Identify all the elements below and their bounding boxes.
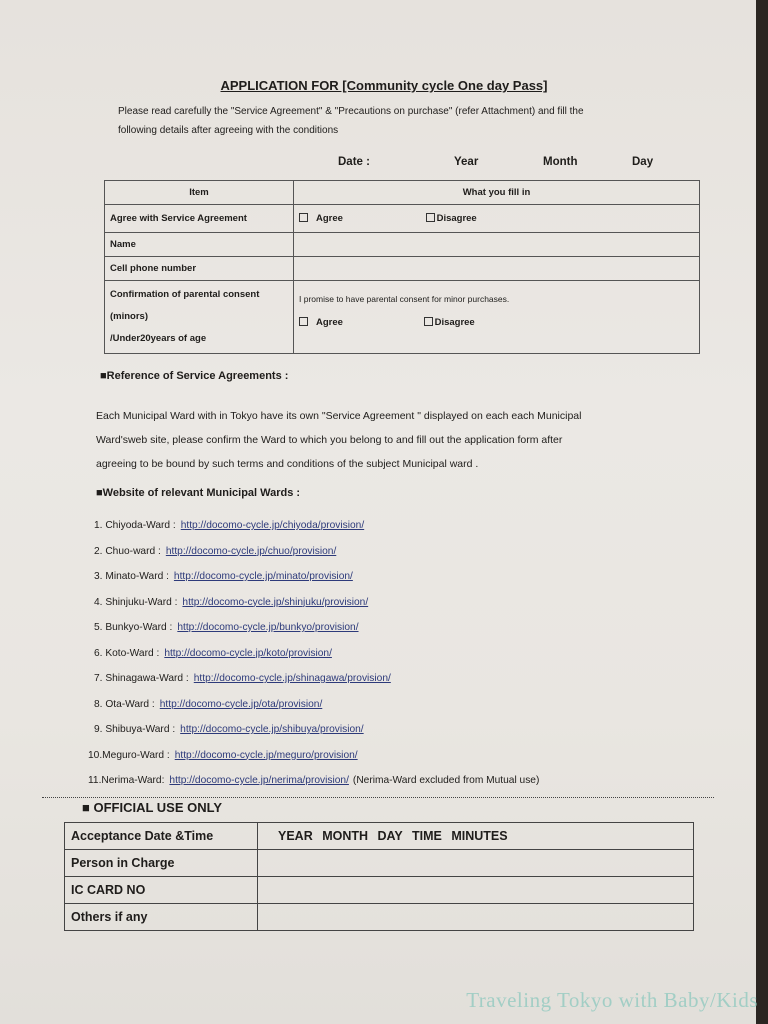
ward-link[interactable]: http://docomo-cycle.jp/shibuya/provision/ bbox=[180, 724, 364, 735]
official-row-label: Others if any bbox=[65, 904, 258, 931]
disagree-checkbox[interactable] bbox=[426, 213, 435, 222]
parental-label bbox=[105, 281, 294, 354]
name-label: Name bbox=[105, 233, 294, 257]
ward-label: 7. Shinagawa-Ward : bbox=[94, 673, 189, 684]
official-row-value[interactable]: YEAR MONTH DAY TIME MINUTES bbox=[258, 823, 694, 850]
ward-note: (Nerima-Ward excluded from Mutual use) bbox=[352, 775, 540, 786]
ward-label: 11.Nerima-Ward: bbox=[88, 775, 165, 786]
ward-item bbox=[88, 750, 539, 776]
ward-link[interactable]: http://docomo-cycle.jp/minato/provision/ bbox=[173, 571, 353, 582]
ward-label: 9. Shibuya-Ward : bbox=[94, 724, 176, 735]
parental-agree-checkbox[interactable] bbox=[299, 317, 308, 326]
dotted-divider bbox=[42, 797, 714, 798]
ward-link[interactable]: http://docomo-cycle.jp/koto/provision/ bbox=[164, 647, 332, 659]
ward-link[interactable]: http://docomo-cycle.jp/shinagawa/provision/ bbox=[193, 673, 391, 684]
ward-item bbox=[88, 546, 539, 572]
ward-label: 5. Bunkyo-Ward : bbox=[94, 622, 173, 633]
ward-link[interactable]: http://docomo-cycle.jp/ota/provision/ bbox=[159, 698, 323, 710]
header-fill: What you fill in bbox=[294, 181, 700, 205]
website-heading: ■Website of relevant Municipal Wards : bbox=[96, 487, 301, 499]
official-row-label: Person in Charge bbox=[65, 850, 258, 877]
ward-item bbox=[88, 648, 539, 674]
ward-label: 4. Shinjuku-Ward : bbox=[94, 596, 178, 608]
ward-link[interactable]: http://docomo-cycle.jp/meguro/provision/ bbox=[174, 749, 358, 761]
reference-heading: ■Reference of Service Agreements : bbox=[100, 370, 289, 382]
ward-label: 10.Meguro-Ward : bbox=[88, 749, 170, 761]
parental-disagree-option: Disagree bbox=[434, 317, 475, 328]
parental-label-line-3: /Under20years of age bbox=[110, 333, 207, 344]
ward-item bbox=[88, 520, 539, 546]
ward-item bbox=[88, 571, 539, 597]
disagree-option: Disagree bbox=[436, 213, 477, 224]
day-label: Day bbox=[632, 156, 654, 168]
ward-label: 1. Chiyoda-Ward : bbox=[94, 520, 176, 531]
parental-label-line-2: (minors) bbox=[110, 311, 148, 322]
ward-item bbox=[88, 673, 539, 699]
parental-promise: I promise to have parental consent for minor purchases. bbox=[299, 294, 510, 304]
watermark-text: Traveling Tokyo with Baby/Kids bbox=[466, 988, 758, 1012]
year-label: Year bbox=[454, 156, 479, 168]
official-row-value[interactable] bbox=[258, 850, 694, 877]
ward-label: 8. Ota-Ward : bbox=[94, 698, 155, 710]
ward-link[interactable]: http://docomo-cycle.jp/chiyoda/provision/ bbox=[180, 520, 365, 531]
official-table bbox=[64, 822, 694, 931]
name-field[interactable] bbox=[294, 233, 700, 257]
parental-cell bbox=[294, 281, 700, 354]
ward-item bbox=[88, 699, 539, 725]
intro-line-1: Please read carefully the "Service Agreement" & "Precautions on purchase" (refer Attachment) and fill the bbox=[118, 106, 584, 117]
reference-line-1: Each Municipal Ward with in Tokyo have its own "Service Agreement " displayed on each each Municipal bbox=[96, 410, 582, 422]
date-label: Date : bbox=[338, 156, 370, 168]
reference-paragraph bbox=[96, 404, 676, 476]
official-row bbox=[65, 904, 694, 931]
ward-link[interactable]: http://docomo-cycle.jp/bunkyo/provision/ bbox=[177, 622, 359, 633]
official-row bbox=[65, 823, 694, 850]
application-table bbox=[104, 180, 700, 354]
official-row-label: IC CARD NO bbox=[65, 877, 258, 904]
intro-text bbox=[118, 102, 678, 140]
official-row-value[interactable] bbox=[258, 877, 694, 904]
agree-checkbox[interactable] bbox=[299, 213, 308, 222]
ward-item bbox=[88, 597, 539, 623]
official-row bbox=[65, 877, 694, 904]
agree-cell bbox=[294, 205, 700, 233]
agree-label: Agree with Service Agreement bbox=[105, 205, 294, 233]
ward-link[interactable]: http://docomo-cycle.jp/nerima/provision/ bbox=[169, 775, 349, 786]
intro-line-2: following details after agreeing with the conditions bbox=[118, 125, 339, 136]
form-title: APPLICATION FOR [Community cycle One day Pass] bbox=[220, 78, 548, 93]
ward-label: 3. Minato-Ward : bbox=[94, 571, 169, 582]
official-row-label: Acceptance Date &Time bbox=[65, 823, 258, 850]
ward-link[interactable]: http://docomo-cycle.jp/shinjuku/provision/ bbox=[182, 596, 369, 608]
parental-label-line-1: Confirmation of parental consent bbox=[110, 289, 260, 300]
ward-item bbox=[88, 622, 539, 648]
ward-list bbox=[88, 520, 539, 801]
agree-option: Agree bbox=[316, 213, 343, 224]
reference-line-3: agreeing to be bound by such terms and conditions of the subject Municipal ward . bbox=[96, 458, 479, 470]
cell-phone-field[interactable] bbox=[294, 257, 700, 281]
official-heading: ■ OFFICIAL USE ONLY bbox=[82, 800, 223, 815]
ward-label: 2. Chuo-ward : bbox=[94, 545, 161, 557]
official-row bbox=[65, 850, 694, 877]
month-label: Month bbox=[543, 156, 578, 168]
parental-disagree-checkbox[interactable] bbox=[424, 317, 433, 326]
ward-label: 6. Koto-Ward : bbox=[94, 647, 160, 659]
header-item: Item bbox=[105, 181, 294, 205]
official-row-value[interactable] bbox=[258, 904, 694, 931]
cell-phone-label: Cell phone number bbox=[105, 257, 294, 281]
ward-link[interactable]: http://docomo-cycle.jp/chuo/provision/ bbox=[165, 545, 337, 557]
ward-item bbox=[88, 724, 539, 750]
reference-line-2: Ward'sweb site, please confirm the Ward to which you belong to and fill out the application form after bbox=[96, 434, 563, 446]
parental-agree-option: Agree bbox=[316, 317, 343, 328]
